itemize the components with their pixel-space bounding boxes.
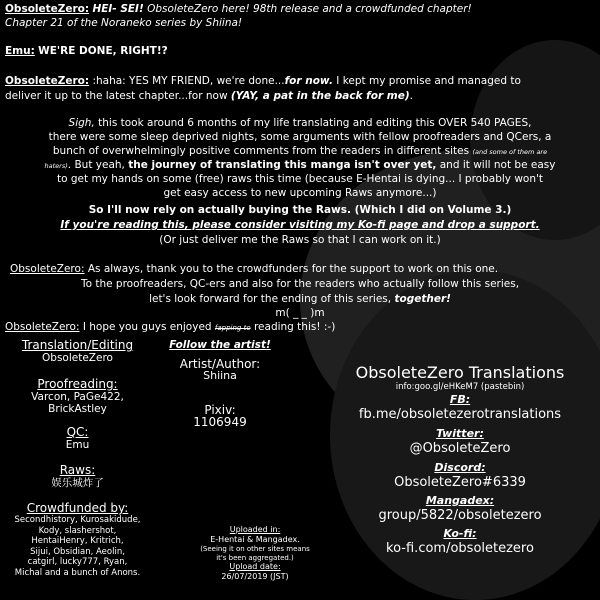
intro-line-3: Emu: WE'RE DONE, RIGHT!? [5, 45, 168, 57]
story-line-5: to get my hands on some (free) raws this time (because E-Hentai is dying... I probably won't [56, 173, 544, 185]
qc-heading: QC: [66, 425, 89, 439]
artist-name: Shiina [203, 369, 237, 382]
speaker-label: ObsoleteZero: [5, 75, 90, 87]
upload-info: Uploaded in: E-Hentai & Mangadex. (Seeing it on other sites means it's been aggregated.) Upload date: 26/07/2019 (JST) [185, 525, 325, 582]
group-title: ObsoleteZero Translations [355, 363, 565, 382]
intro-line-4: ObsoleteZero: :haha: YES MY FRIEND, we're done...for now. I kept my promise and managed to [5, 75, 521, 87]
speaker-label: Emu: [5, 45, 35, 57]
crowdfunded-heading: Crowdfunded by: [26, 501, 129, 515]
crowdfunder-line: HentaiHenry, Kritrich, [31, 536, 124, 546]
thanks-line-3: let's look forward for the ending of this series, together! [149, 293, 451, 305]
crowdfunder-line: Sijui, Obsidian, Aeolin, [30, 546, 125, 557]
discord-tag[interactable]: ObsoleteZero#6339 [394, 475, 526, 490]
speaker-label: ObsoleteZero: [5, 321, 80, 333]
intro-line-1: ObsoleteZero: HEI- SEI! ObsoleteZero here! 98th release and a crowdfunded chapter! [5, 3, 472, 15]
translation-heading: Translation/Editing [21, 338, 134, 352]
intro-line-5: deliver it up to the latest chapter...for now (YAY, a pat in the back for me). [5, 90, 414, 102]
kofi-link[interactable]: ko-fi.com/obsoletezero [386, 541, 534, 556]
crowdfunder-line: Kody, slashershot, [38, 525, 117, 536]
translator-name: ObsoleteZero [42, 352, 113, 364]
pixiv-heading: Pixiv: [204, 403, 236, 417]
kofi-plea: If you're reading this, please consider visiting my Ko-fi page and drop a support. [60, 219, 540, 231]
story-line-7: So I'll now rely on actually buying the Raws. (Which I did on Volume 3.) [88, 204, 512, 216]
qc-name: Emu [65, 439, 90, 451]
thanks-line-1: ObsoleteZero: As always, thank you to the crowdfunders for the support to work on this one. [10, 263, 499, 275]
crowdfunder-line: Secondhistory, Kurosakidude, [14, 515, 141, 525]
speaker-label: ObsoleteZero: [5, 3, 90, 15]
upload-date: 26/07/2019 (JST) [221, 572, 289, 581]
artist-heading: Artist/Author: [179, 357, 261, 371]
upload-sites: E-Hentai & Mangadex. [210, 535, 300, 544]
discord-heading: Discord: [434, 461, 486, 474]
story-line-4: haters). But yeah, the journey of translating this manga isn't over yet, and it will not be easy [44, 159, 556, 171]
intro-line-2: Chapter 21 of the Noraneko series by Shiina! [5, 17, 243, 29]
artist-column [160, 338, 280, 428]
pixiv-id: 1106949 [193, 415, 247, 429]
crowdfunder-line: catgirl, lucky777, Ryan, [27, 557, 128, 567]
thanks-line-4: ObsoleteZero: I hope you guys enjoyed fapping to reading this! :-) [5, 321, 336, 333]
mangadex-heading: Mangadex: [425, 494, 495, 507]
story-line-9: (Or just deliver me the Raws so that I can work on it.) [159, 234, 441, 246]
raws-heading: Raws: [59, 463, 96, 477]
crowdfunder-line: Michal and a bunch of Anons. [14, 567, 141, 578]
mangadex-link[interactable]: group/5822/obsoletezero [378, 508, 542, 523]
raws-source: 娱乐城炸了 [51, 477, 104, 489]
upload-date-heading: Upload date: [229, 562, 281, 571]
story-line-2: there were some sleep deprived nights, some arguments with fellow proofreaders and QCers, a [48, 131, 552, 143]
twitter-heading: Twitter: [436, 427, 484, 440]
thanks-line-2: To the proofreaders, QC-ers and also for the readers who actually follow this series, [80, 278, 520, 290]
twitter-handle[interactable]: @ObsoleteZero [409, 441, 511, 456]
story-line-6: get easy access to new upcoming Raws anymore...) [163, 187, 437, 199]
group-info-link[interactable]: info:goo.gl/eHKeM7 (pastebin) [395, 382, 525, 392]
group-info [330, 363, 590, 557]
story-line-1: Sigh, this took around 6 months of my life translating and editing this OVER 540 PAGES, [68, 117, 532, 129]
story-line-3: bunch of overwhelmingly positive comments from the readers in different sites (and some of them are [52, 145, 548, 157]
follow-artist-heading: Follow the artist! [169, 339, 271, 351]
speaker-label: ObsoleteZero: [10, 263, 85, 275]
proofreading-heading: Proofreading: [37, 377, 118, 391]
credits-column: Translation/Editing ObsoleteZero Proofreading: Varcon, PaGe422, BrickAstley QC: Emu Raws: 娱乐城炸了 Crowdfunded by: Secondhistory, Kurosakidude, Kody, slashershot, HentaiHenry, Kritrich, Sijui, Obsidian, Aeolin, catgirl, lucky777, Ryan, Michal and a bunch of Anons. [0, 338, 155, 578]
kofi-heading: Ko-fi: [443, 527, 477, 540]
fb-link[interactable]: fb.me/obsoletezerotranslations [358, 407, 562, 422]
fb-heading: FB: [449, 393, 471, 406]
emote: m( _ _ )m [275, 307, 325, 319]
uploaded-heading: Uploaded in: [229, 525, 281, 534]
